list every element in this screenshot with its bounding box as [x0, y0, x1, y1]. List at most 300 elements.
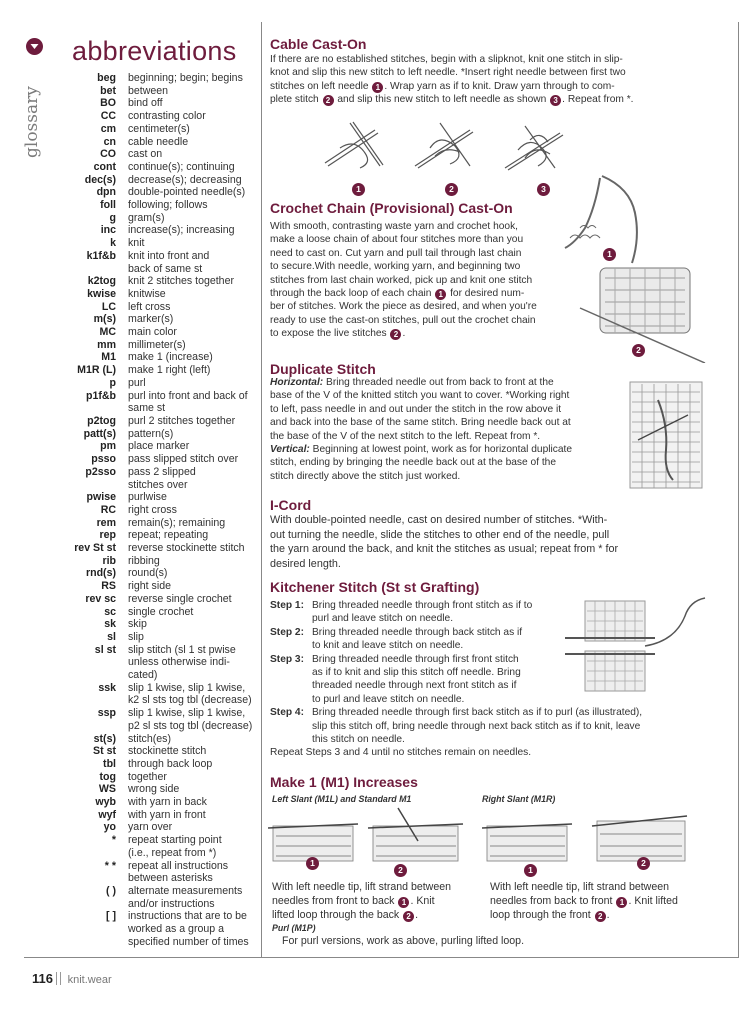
page-footer [32, 971, 112, 986]
crochet-fig-1: 1 [603, 248, 616, 261]
abbr-row [28, 618, 253, 631]
crochet-chain-title: Crochet Chain (Provisional) Cast-On [270, 200, 513, 216]
abbr-key [28, 479, 128, 492]
abbr-row [28, 466, 253, 479]
abbr-key: rem [96, 516, 116, 529]
text-line [270, 327, 570, 340]
abbr-row [28, 390, 253, 403]
abbr-row [28, 936, 253, 949]
abbr-definition: with yarn in back [128, 796, 207, 809]
kitchener-step-text: Bring threaded needle through first back stitch as if to purl (as illustrated), [312, 707, 643, 719]
kitchener-illustration [565, 596, 715, 696]
abbr-key: RS [101, 580, 116, 593]
abbr-key [28, 720, 128, 733]
text-line: to secure.With needle, working yarn, and beginning two [270, 261, 521, 273]
abbr-key: RC [100, 503, 116, 516]
abbreviations-title: abbreviations [72, 36, 237, 66]
abbr-row [28, 174, 253, 187]
text-line: desired length. [270, 557, 341, 570]
abbr-definition: skip [128, 618, 147, 631]
text-line: stitches from last chain worked, pick up and knit one stitch [270, 274, 533, 286]
abbr-definition: repeat starting point [128, 834, 222, 847]
text-line: stitch, ending by bringing the needle back out at the base of the [270, 457, 557, 469]
abbr-row [28, 847, 253, 860]
crochet-fig-2: 2 [632, 344, 645, 357]
text-line: stitch directly above the stitch just worked. [270, 470, 461, 482]
footer-separator-2 [60, 972, 61, 985]
abbr-definition: right side [128, 580, 171, 593]
kitchener-step-key: Step 3: [270, 653, 304, 665]
abbr-key: g [109, 211, 116, 224]
kitchener-step-key: Step 1: [270, 600, 304, 611]
inline-label: Horizontal: [270, 377, 324, 388]
step-number-badge: 1 [372, 82, 383, 93]
cable-cast-on-text [270, 53, 732, 107]
abbr-key: psso [91, 453, 116, 466]
kitchener-step-text: threaded needle through next front stitch as if [312, 680, 517, 692]
abbr-definition: reverse single crochet [128, 592, 232, 605]
abbr-row [28, 758, 253, 771]
abbr-row [28, 263, 253, 276]
step-number-badge: 2 [323, 95, 334, 106]
abbr-key: rev sc [85, 592, 116, 605]
text-line: need to cast on. Cut yarn and pull tail through last chain [270, 247, 522, 259]
abbr-definition: alternate measurements [128, 885, 243, 897]
abbr-key: cont [93, 160, 116, 173]
abbr-row [28, 567, 253, 580]
text-line: If there are no established stitches, begin with a slipknot, knit one stitch in slip- [270, 54, 623, 65]
page-bottom-rule [24, 957, 739, 958]
abbr-key: dec(s) [84, 173, 116, 186]
step-number-badge: 1 [435, 289, 446, 300]
text-line: to left, pass needle in and out under the stitch in the row above it [270, 403, 562, 415]
glossary-tab [22, 38, 46, 158]
kitchener-step-text: Bring threaded needle through back stitch as if [312, 626, 523, 638]
abbr-definition: yarn over [128, 821, 173, 834]
abbr-definition: cated) [128, 669, 158, 682]
make1-purl-label: Purl (M1P) [272, 923, 316, 933]
abbr-definition: pattern(s) [128, 427, 174, 440]
abbr-row [28, 250, 253, 263]
text-segment: for desired num- [447, 288, 525, 300]
abbr-definition: make 1 (increase) [128, 351, 213, 364]
abbr-row [28, 885, 253, 898]
make1-right-illustration [482, 806, 692, 864]
kitchener-step-key [270, 639, 312, 652]
abbr-key: sc [104, 605, 116, 618]
abbr-key: rep [99, 529, 116, 542]
kitchener-step-text: to knit and leave stitch on needle. [312, 640, 464, 652]
abbr-key: CO [100, 148, 116, 161]
abbr-key: m(s) [93, 313, 116, 326]
text-line: and back into the base of the same stitch. Bring needle back out at [270, 417, 571, 429]
abbr-key: p2sso [85, 465, 116, 478]
abbr-key: patt(s) [83, 427, 116, 440]
abbr-row [28, 796, 253, 809]
abbr-key: sl st [94, 643, 116, 656]
abbr-definition: ribbing [128, 554, 160, 567]
abbr-row [28, 669, 253, 682]
kitchener-step-key [270, 720, 312, 733]
abbr-key: k [110, 237, 116, 250]
abbr-key: pm [100, 440, 116, 453]
abbr-row [28, 136, 253, 149]
abbr-definition: cast on [128, 148, 163, 161]
abbr-key: p2tog [87, 414, 116, 427]
abbr-row [28, 123, 253, 136]
text-segment: . [606, 909, 610, 921]
kitchener-step-text: to purl and leave stitch on needle. [312, 693, 465, 705]
abbr-row [28, 517, 253, 530]
abbr-definition: purl [128, 376, 146, 389]
abbr-key: BO [100, 97, 116, 110]
kitchener-step-text: slip this stitch off, bring needle through next back stitch as if to knit, leave [312, 720, 641, 732]
abbr-definition: increase(s); increasing [128, 224, 235, 237]
abbr-row [28, 364, 253, 377]
step-number-badge: 2 [390, 329, 401, 340]
abbr-row [28, 97, 253, 110]
text-segment: plete stitch [270, 94, 322, 106]
kitchener-step-text: Bring threaded needle through first front stitch [312, 653, 519, 665]
abbr-definition: following; follows [128, 199, 208, 212]
abbr-key: mm [97, 338, 116, 351]
abbr-definition: together [128, 770, 167, 783]
text-segment: Bring threaded needle out from back to front at the [323, 377, 554, 388]
abbr-row [28, 809, 253, 822]
abbr-row [28, 682, 253, 695]
abbr-row [28, 428, 253, 441]
abbr-row [28, 656, 253, 669]
abbr-definition: right cross [128, 503, 177, 516]
abbr-row [28, 224, 253, 237]
text-line [270, 376, 630, 389]
step-number-badge: 2 [595, 911, 606, 922]
text-line: With smooth, contrasting waste yarn and crochet hook, [270, 221, 519, 232]
abbr-row [28, 529, 253, 542]
abbr-definition: slip 1 kwise, slip 1 kwise, [128, 707, 246, 720]
abbr-definition: bind off [128, 97, 163, 110]
abbr-definition: make 1 right (left) [128, 364, 211, 377]
abbr-definition: worked as a group a [128, 923, 224, 936]
abbr-key: wyb [95, 796, 116, 809]
abbr-row [28, 453, 253, 466]
abbr-definition: left cross [128, 300, 171, 313]
abbr-key [28, 847, 128, 860]
abbr-row [28, 491, 253, 504]
abbr-definition: (i.e., repeat from *) [128, 846, 217, 859]
abbr-definition: repeat; repeating [128, 529, 209, 542]
abbr-row [28, 733, 253, 746]
abbr-row [28, 821, 253, 834]
abbr-key: st(s) [93, 732, 116, 745]
duplicate-stitch-illustration [628, 380, 704, 490]
abbr-definition: p2 sl sts tog tbl (decrease) [128, 719, 253, 732]
abbr-row [28, 872, 253, 885]
abbr-row [28, 644, 253, 657]
make1-right-fig-1: 1 [524, 864, 537, 877]
abbr-row [28, 339, 253, 352]
step-number-badge: 2 [403, 911, 414, 922]
abbr-key: p1f&b [85, 389, 116, 402]
text-line [272, 908, 482, 922]
abbr-row [28, 783, 253, 796]
text-line: the base of the V of the next stitch to the left. Repeat from *. [270, 430, 541, 442]
abbr-row [28, 631, 253, 644]
text-segment: to expose the live stitches [270, 328, 390, 340]
text-segment: . [415, 909, 419, 921]
duplicate-stitch-text [270, 376, 630, 483]
abbr-definition: specified number of times [128, 935, 249, 948]
abbr-key [28, 898, 128, 911]
abbr-row [28, 720, 253, 733]
crochet-chain-illustration [560, 168, 710, 363]
abbr-key [28, 694, 128, 707]
text-line [270, 287, 570, 300]
abbr-definition: wrong side [128, 783, 180, 796]
crochet-chain-text [270, 220, 570, 341]
cable-fig-3: 3 [537, 183, 550, 196]
abbr-definition: unless otherwise indi- [128, 656, 230, 669]
abbr-row [28, 212, 253, 225]
text-line [272, 894, 482, 908]
text-segment: through the back loop of each chain [270, 288, 435, 300]
glossary-label: glossary [22, 86, 42, 158]
make1-left-text [272, 880, 482, 922]
abbr-key: WS [98, 783, 116, 796]
abbreviations-list [28, 72, 253, 949]
cable-cast-on-title: Cable Cast-On [270, 36, 367, 52]
abbr-definition: knit 2 stitches together [128, 275, 234, 288]
abbr-key: wyf [98, 808, 116, 821]
abbr-row [28, 186, 253, 199]
column-divider [261, 22, 262, 957]
abbr-key: foll [100, 199, 116, 212]
abbr-definition: place marker [128, 440, 190, 453]
text-segment: and slip this new stitch to left needle as shown [334, 94, 550, 106]
make1-right-subtitle: Right Slant (M1R) [482, 794, 556, 804]
abbr-definition: remain(s); remaining [128, 516, 226, 529]
kitchener-step-key [270, 733, 312, 746]
abbr-definition: knit into front and [128, 249, 210, 262]
abbr-definition: marker(s) [128, 313, 174, 326]
abbr-row [28, 161, 253, 174]
abbr-key: pwise [86, 491, 116, 504]
make1-left-fig-1: 1 [306, 857, 319, 870]
text-line: With left needle tip, lift strand between [272, 881, 452, 893]
abbr-definition: round(s) [128, 567, 168, 580]
abbr-row [28, 555, 253, 568]
abbr-key: CC [100, 110, 116, 123]
kitchener-step-key [270, 693, 312, 706]
abbr-definition: millimeter(s) [128, 338, 186, 351]
i-cord-text [270, 513, 735, 571]
abbr-row [28, 771, 253, 784]
abbr-key: [ ] [106, 910, 116, 923]
abbr-definition: decrease(s); decreasing [128, 173, 242, 186]
abbr-definition: between asterisks [128, 872, 213, 885]
abbr-row [28, 580, 253, 593]
page-number: 116 [32, 971, 53, 986]
abbr-row [28, 504, 253, 517]
abbr-key [28, 923, 128, 936]
kitchener-step-row [270, 733, 735, 746]
abbr-row [28, 834, 253, 847]
abbr-row [28, 377, 253, 390]
abbr-key: St st [93, 745, 116, 758]
text-line [270, 443, 630, 456]
abbr-row [28, 275, 253, 288]
abbr-key: tog [99, 770, 116, 783]
text-line: With double-pointed needle, cast on desired number of stitches. *With- [270, 514, 608, 526]
text-segment: . [402, 328, 406, 340]
kitchener-step-row [270, 706, 735, 719]
abbr-key: MC [99, 326, 116, 339]
abbr-row [28, 72, 253, 85]
abbr-key [28, 936, 128, 949]
abbr-key: M1R (L) [77, 364, 116, 377]
abbr-key: k2tog [87, 275, 116, 288]
text-line: the yarn around the back, and knit the stitches as usual; repeat from * for [270, 543, 619, 555]
abbr-key: sl [107, 630, 116, 643]
abbr-row [28, 707, 253, 720]
abbr-row [28, 313, 253, 326]
make1-title: Make 1 (M1) Increases [270, 774, 418, 790]
abbr-definition: reverse stockinette stitch [128, 542, 245, 555]
abbr-definition: slip stitch (sl 1 st pwise [128, 643, 236, 656]
text-segment: . Knit lifted [628, 895, 678, 907]
abbr-definition: stitches over [128, 478, 188, 491]
abbr-definition: gram(s) [128, 211, 165, 224]
kitchener-step-key [270, 666, 312, 679]
abbr-definition: with yarn in front [128, 808, 206, 821]
abbr-row [28, 288, 253, 301]
abbr-key: ssp [97, 707, 116, 720]
abbr-definition: purlwise [128, 491, 167, 504]
abbr-definition: continue(s); continuing [128, 160, 235, 173]
abbr-key: ssk [98, 681, 116, 694]
footer-brand: knit.wear [67, 974, 112, 986]
abbr-row [28, 351, 253, 364]
abbr-key: beg [97, 72, 116, 84]
abbr-definition: cable needle [128, 135, 189, 148]
cable-cast-on-illustration [320, 118, 570, 178]
abbr-key: sk [104, 618, 116, 631]
kitchener-step-text: Bring threaded needle through front stitch as if to [312, 600, 533, 611]
text-line: base of the V of the knitted stitch you want to cover. *Working right [270, 390, 570, 402]
abbr-row [28, 923, 253, 936]
abbr-key: bet [100, 84, 116, 97]
abbr-row [28, 745, 253, 758]
text-line [490, 894, 730, 908]
make1-left-subtitle: Left Slant (M1L) and Standard M1 [272, 794, 412, 804]
abbr-definition: same st [128, 402, 166, 415]
abbr-key: yo [103, 821, 116, 834]
abbr-definition: pass slipped stitch over [128, 453, 239, 466]
text-line: make a loose chain of about four stitches more than you [270, 234, 524, 246]
footer-separator [56, 972, 57, 985]
abbr-row [28, 85, 253, 98]
abbr-definition: and/or instructions [128, 897, 215, 910]
kitchener-repeat: Repeat Steps 3 and 4 until no stitches remain on needles. [270, 747, 532, 759]
abbr-key: rnd(s) [85, 567, 116, 580]
abbr-row [28, 402, 253, 415]
abbr-definition: instructions that are to be [128, 910, 247, 923]
chevron-down-icon [26, 38, 43, 55]
abbr-definition: centimeter(s) [128, 122, 190, 135]
abbr-row [28, 694, 253, 707]
make1-purl-text: For purl versions, work as above, purling lifted loop. [282, 935, 525, 947]
text-segment: . Wrap yarn as if to knit. Draw yarn through to com- [384, 80, 615, 92]
abbr-definition: slip [128, 630, 144, 643]
abbr-row [28, 910, 253, 923]
abbr-row [28, 479, 253, 492]
text-segment: needles from front to back [272, 895, 398, 907]
make1-right-text [490, 880, 730, 922]
abbr-definition: purl 2 stitches together [128, 414, 236, 427]
abbr-key [28, 263, 128, 276]
text-line: With left needle tip, lift strand between [490, 881, 670, 893]
abbr-key: tbl [103, 757, 116, 770]
kitchener-step-row [270, 720, 735, 733]
text-line: ready to use the cast-on stitches, pull out the crochet chain [270, 314, 536, 326]
abbr-definition: main color [128, 326, 177, 339]
kitchener-step-key [270, 679, 312, 692]
abbr-definition: knit [128, 237, 145, 250]
make1-left-fig-2: 2 [394, 864, 407, 877]
abbr-definition: contrasting color [128, 110, 206, 123]
abbr-definition: purl into front and back of [128, 389, 248, 402]
text-segment: . Repeat from *. [562, 94, 634, 106]
abbr-key: rev St st [74, 542, 116, 555]
abbr-key: p [109, 376, 116, 389]
abbr-key: cm [100, 122, 116, 135]
kitchener-title: Kitchener Stitch (St st Grafting) [270, 579, 480, 595]
abbr-row [28, 415, 253, 428]
abbr-key: dpn [96, 186, 116, 199]
abbr-row [28, 148, 253, 161]
step-number-badge: 3 [550, 95, 561, 106]
abbr-definition: stockinette stitch [128, 745, 207, 758]
abbr-key: inc [100, 224, 116, 237]
abbr-definition: through back loop [128, 757, 213, 770]
text-line: ber of stitches. Work the piece as desired, and when you're [270, 301, 537, 313]
kitchener-step-key: Step 4: [270, 707, 304, 719]
make1-right-fig-2: 2 [637, 857, 650, 870]
text-segment: loop through the front [490, 909, 594, 921]
kitchener-step-text: purl and leave stitch on needle. [312, 613, 454, 625]
cable-fig-1: 1 [352, 183, 365, 196]
abbr-definition: stitch(es) [128, 732, 171, 745]
kitchener-step-text: as if to knit and slip this stitch off needle. Bring [312, 667, 521, 679]
abbr-row [28, 860, 253, 873]
text-segment: needles from back to front [490, 895, 616, 907]
abbr-key: M1 [101, 351, 116, 364]
text-line [270, 80, 732, 93]
abbr-definition: between [128, 84, 169, 97]
abbr-key: * * [104, 859, 116, 872]
abbr-key: kwise [87, 287, 116, 300]
abbr-row [28, 326, 253, 339]
abbr-definition: double-pointed needle(s) [128, 186, 246, 199]
abbr-key: LC [101, 300, 116, 313]
text-line [270, 93, 732, 106]
page-right-border [738, 22, 739, 957]
abbr-row [28, 542, 253, 555]
abbr-key [28, 872, 128, 885]
i-cord-title: I-Cord [270, 497, 312, 513]
kitchener-step-text: this stitch on needle. [312, 734, 405, 746]
step-number-badge: 1 [616, 897, 627, 908]
